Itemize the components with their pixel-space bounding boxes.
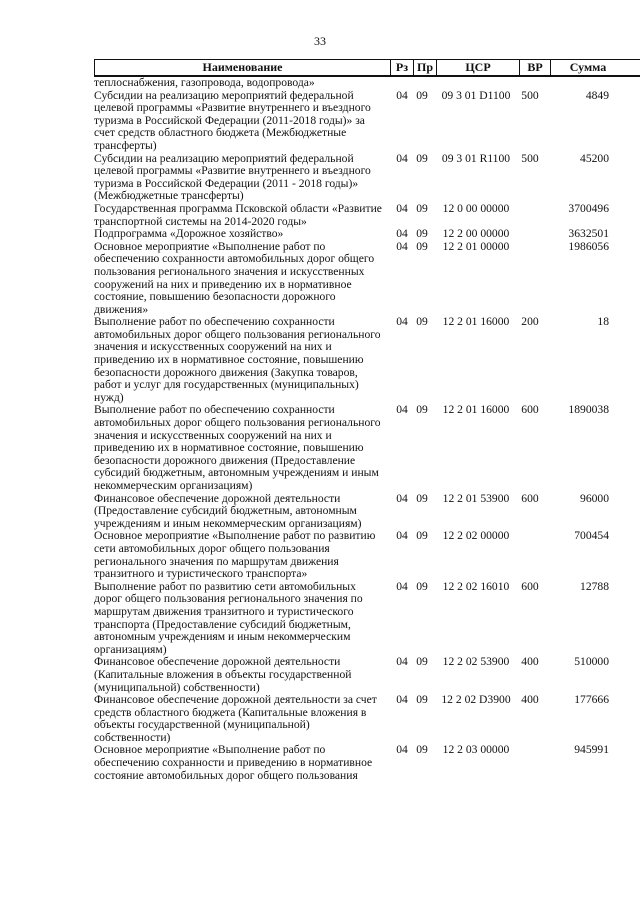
table-row: [94, 228, 640, 241]
cell-pr: 09: [416, 227, 428, 241]
cell-csr: 12 2 01 00000: [442, 239, 510, 253]
cell-rz: 04: [396, 88, 408, 102]
header-sum: Сумма: [550, 60, 625, 75]
cell-rz: 04: [396, 239, 408, 253]
cell-csr: 12 2 01 53900: [442, 491, 510, 505]
cell-name: Субсидии на реализацию мероприятий федеральной целевой программы «Развитие внутреннего и въездного туризма в Российской Федерации (2011-2018 годы)» за счет средств областного бюджета (Межбюджетные трансферты): [94, 88, 371, 152]
table-row: [94, 656, 640, 694]
cell-csr: 12 2 01 16000: [442, 315, 510, 329]
cell-sum: 1986056: [568, 239, 609, 253]
cell-csr: 12 0 00 00000: [442, 201, 510, 215]
cell-pr: [411, 77, 433, 90]
cell-name: Основное мероприятие «Выполнение работ по обеспечению сохранности и приведению в нормативное состояние автомобильных дорог общего пользования: [94, 743, 373, 782]
cell-rz: 04: [396, 655, 408, 669]
cell-csr: [433, 77, 515, 90]
cell-rz: 04: [396, 201, 408, 215]
cell-rz: 04: [396, 491, 408, 505]
table-row: [94, 530, 640, 580]
cell-name: Государственная программа Псковской области «Развитие транспортной системы на 2014-2020 годы»: [94, 201, 382, 228]
cell-sum: 1890038: [568, 403, 609, 417]
cell-name: Субсидии на реализацию мероприятий федеральной целевой программы «Развитие внутреннего и въездного туризма в Российской Федерации (2011 - 2018 годы)» (Межбюджетные трансферты): [94, 151, 371, 203]
cell-vr: [515, 744, 545, 782]
table-header: [94, 59, 640, 77]
cell-vr: [515, 203, 545, 228]
table-row: [94, 316, 640, 404]
page-number: 33: [314, 34, 326, 48]
cell-pr: 09: [416, 693, 428, 707]
cell-csr: 12 2 02 00000: [442, 529, 510, 543]
cell-name: Финансовое обеспечение дорожной деятельности (Предоставление субсидий бюджетным, автономным учреждениям и иным некоммерческим организациям): [94, 491, 362, 530]
table-row: [94, 77, 640, 90]
cell-name: Выполнение работ по обеспечению сохранности автомобильных дорог общего пользования регионального значения и искусственных сооружений на них и приведению их в нормативное состояние, повышению безопасности дорожного движения (Предоставление субсидий бюджетным, автономным учреждениям и иным некоммерческим организациям): [94, 403, 381, 492]
cell-pr: 09: [416, 579, 428, 593]
table-row: [94, 404, 640, 492]
cell-rz: 04: [396, 579, 408, 593]
cell-csr: 12 2 00 00000: [442, 227, 510, 241]
cell-sum: 12788: [580, 579, 609, 593]
cell-rz: [389, 77, 411, 90]
cell-csr: 09 3 01 D1100: [441, 88, 511, 102]
cell-pr: 09: [416, 529, 428, 543]
cell-sum: 3700496: [568, 201, 609, 215]
cell-rz: 04: [396, 315, 408, 329]
cell-sum: 3632501: [568, 227, 609, 241]
cell-name: Выполнение работ по развитию сети автомобильных дорог общего пользования регионального значения по маршрутам движения транзитного и туристического транспорта (Предоставление субсидий бюджетным, автономным учреждениям и иным некоммерческим организациям): [94, 579, 363, 656]
cell-rz: 04: [396, 227, 408, 241]
cell-pr: 09: [416, 151, 428, 165]
table-row: [94, 493, 640, 531]
cell-sum: 700454: [574, 529, 609, 543]
cell-sum: 45200: [580, 151, 609, 165]
cell-rz: 04: [396, 529, 408, 543]
cell-pr: 09: [416, 88, 428, 102]
cell-rz: 04: [396, 151, 408, 165]
cell-vr: 400: [521, 693, 539, 707]
cell-csr: 12 2 01 16000: [442, 403, 510, 417]
cell-csr: 12 2 02 D3900: [441, 693, 511, 707]
cell-sum: 510000: [574, 655, 609, 669]
table-row: [94, 694, 640, 744]
cell-rz: 04: [396, 403, 408, 417]
cell-vr: [515, 530, 545, 580]
cell-pr: 09: [416, 743, 428, 757]
cell-sum: 945991: [574, 743, 609, 757]
cell-pr: 09: [416, 655, 428, 669]
cell-vr: [515, 241, 545, 317]
table-row: [94, 241, 640, 317]
cell-name: Основное мероприятие «Выполнение работ по развитию сети автомобильных дорог общего пользования регионального значения по маршрутам движения транзитного и туристического транспорта»: [94, 529, 376, 581]
header-rz: Рз: [390, 60, 413, 75]
cell-sum: 177666: [574, 693, 609, 707]
cell-vr: 600: [521, 403, 539, 417]
cell-vr: 600: [521, 579, 539, 593]
cell-csr: 12 2 02 53900: [442, 655, 510, 669]
cell-name: Основное мероприятие «Выполнение работ по обеспечению сохранности автомобильных дорог общего пользования регионального значения и искусственных сооружений на них и приведению их в нормативное состояние, повышению безопасности дорожного движения»: [94, 239, 375, 316]
cell-vr: 600: [521, 491, 539, 505]
budget-table: [94, 59, 640, 782]
cell-vr: 500: [521, 151, 539, 165]
cell-sum: 4849: [585, 88, 609, 102]
cell-rz: 04: [396, 743, 408, 757]
cell-vr: 500: [521, 88, 539, 102]
cell-pr: 09: [416, 403, 428, 417]
cell-vr: 200: [521, 315, 539, 329]
cell-name: Выполнение работ по обеспечению сохранности автомобильных дорог общего пользования регионального значения и искусственных сооружений на них и приведению их в нормативное состояние, повышению безопасности дорожного движения (Закупка товаров, работ и услуг для государственных (муниципальных) нужд): [94, 315, 381, 404]
table-row: [94, 581, 640, 657]
cell-pr: 09: [416, 315, 428, 329]
cell-vr: [515, 77, 545, 90]
cell-name: теплоснабжения, газопровода, водопровода»: [94, 76, 315, 89]
table-body: [94, 77, 640, 782]
table-row: [94, 90, 640, 153]
header-csr: ЦСР: [436, 60, 519, 75]
cell-vr: 400: [521, 655, 539, 669]
table-row: [94, 744, 640, 782]
header-pr: Пр: [413, 60, 436, 75]
cell-rz: 04: [396, 693, 408, 707]
cell-csr: 09 3 01 R1100: [441, 151, 511, 165]
table-row: [94, 203, 640, 228]
cell-vr: [515, 228, 545, 241]
cell-csr: 12 2 02 16010: [442, 579, 510, 593]
cell-pr: 09: [416, 201, 428, 215]
cell-name: Подпрограмма «Дорожное хозяйство»: [94, 227, 284, 241]
header-name: Наименование: [202, 60, 283, 74]
cell-sum: 18: [597, 315, 609, 329]
table-row: [94, 153, 640, 203]
cell-csr: 12 2 03 00000: [442, 743, 510, 757]
cell-sum: 96000: [580, 491, 609, 505]
cell-name: Финансовое обеспечение дорожной деятельности за счет средств областного бюджета (Капитальные вложения в объекты государственной (муниципальной) собственности): [94, 693, 377, 744]
cell-pr: 09: [416, 491, 428, 505]
cell-sum: [545, 77, 619, 90]
cell-name: Финансовое обеспечение дорожной деятельности (Капитальные вложения в объекты государственной (муниципальной) собственности): [94, 655, 352, 694]
header-vr: ВР: [519, 60, 550, 75]
cell-pr: 09: [416, 239, 428, 253]
